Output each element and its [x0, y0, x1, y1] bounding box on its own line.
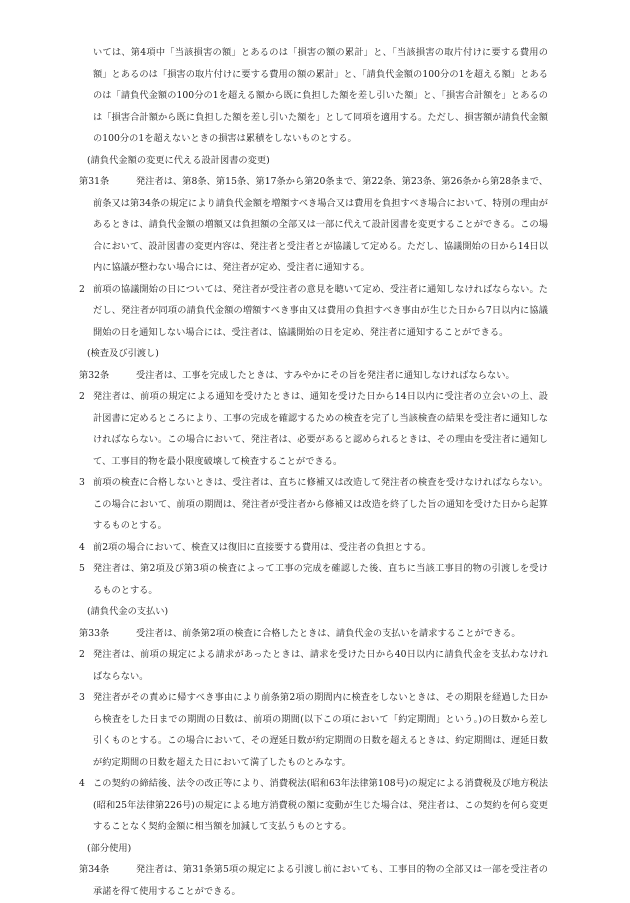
paragraph-item: [79, 644, 548, 687]
section-heading: (請負代金額の変更に代える設計図書の変更): [87, 154, 270, 166]
paragraph-item: [79, 773, 548, 838]
article-text: 発注者は、第8条、第15条、第17条から第20条まで、第22条、第23条、第26条から第28条まで、前条又は第34条の規定により請負代金額を増額すべき場合又は費用を負担すべき場合において、特別の理由があるときは、請負代金額の増額又は負担額の全部又は一部に代えて設計図書を変更することができる。この場合において、設計図書の変更内容は、発注者と受注者とが協議して定める。ただし、協議開始の日から14日以内に協議が整わない場合には、発注者が定め、受注者に通知する。: [93, 176, 549, 273]
paragraph-item: [79, 558, 548, 601]
article-text: 受注者は、前条第2項の検査に合格したときは、請負代金の支払いを請求することができる。: [136, 627, 521, 639]
paragraph-text: 発注者は、第2項及び第3項の検査によって工事の完成を確認した後、直ちに当該工事目的物の引渡しを受けるものとする。: [93, 563, 548, 596]
paragraph-number: 2: [79, 283, 85, 295]
paragraph-item: [79, 279, 548, 344]
article-31: [79, 171, 548, 279]
paragraph-text: 発注者は、前項の規定による通知を受けたときは、通知を受けた日から14日以内に受注者の立会いの上、設計図書に定めるところにより、工事の完成を確認するための検査を完了し当該検査の結果を受注者に通知しなければならない。この場合において、発注者は、必要があると認められるときは、その理由を受注者に通知して、工事目的物を最小限度破壊して検査することができる。: [93, 391, 548, 467]
article-label: 第31条: [79, 176, 110, 187]
article-label: 第34条: [79, 864, 110, 875]
section-heading: (請負代金の支払い): [87, 606, 169, 617]
paragraph-number: 4: [79, 778, 85, 789]
article-label: 第32条: [79, 369, 110, 381]
paragraph-number: 3: [79, 477, 85, 488]
article-text: 発注者は、第31条第5項の規定による引渡し前においても、工事目的物の全部又は一部を受注者の承諾を得て使用することができる。: [93, 864, 548, 897]
article-text: 受注者は、工事を完成したときは、すみやかにその旨を発注者に通知しなければならない。: [136, 369, 515, 381]
paragraph-text: この契約の締結後、法令の改正等により、消費税法(昭和63年法律第108号)の規定による消費税及び地方税法(昭和25年法律第226号)の規定による地方消費税の額に変動が生じた場合は、発注者は、この契約を何ら変更することなく契約金額に相当額を加減して支払うものとする。: [93, 778, 548, 832]
paragraph-number: 2: [79, 649, 85, 660]
paragraph-text: 前項の検査に合格しないときは、受注者は、直ちに修補又は改造して発注者の検査を受けなければならない。この場合において、前項の期間は、発注者が受注者から修補又は改造を終了した旨の通知を受けた日から起算するものとする。: [93, 477, 548, 531]
paragraph-text: 発注者がその責めに帰すべき事由により前条第2項の期間内に検査をしないときは、その期限を経過した日から検査をした日までの期間の日数は、前項の期間(以下この項において「約定期間」という。)の日数から差し引くものとする。この場合において、その遅延日数が約定期間の日数を超えるときは、約定期間は、遅延日数が約定期間の日数を超えた日において満了したものとみなす。: [93, 692, 548, 768]
section-heading: (部分使用): [87, 842, 132, 854]
paragraph-number: 4: [79, 541, 85, 553]
paragraph-number: 3: [79, 692, 85, 703]
continuation-paragraph: いては、第4項中「当該損害の額」とあるのは「損害の額の累計」と、「当該損害の取片付けに要する費用の額」とあるのは「損害の取片付けに要する費用の額の累計」と、「請負代金額の100分の1を超える額」とあるのは「請負代金額の100分の1を超える額から既に負担した額を差し引いた額」と、「損害合計額を」とあるのは「損害合計額から既に負担した額を差し引いた額を」として同項を適用する。ただし、損害額が請負代金額の100分の1を超えないときの損害は累積をしないものとする。: [93, 47, 548, 144]
article-34: [79, 859, 548, 902]
article-33: [79, 623, 548, 645]
paragraph-text: 発注者は、前項の規定による請求があったときは、請求を受けた日から40日以内に請負代金を支払わなければならない。: [93, 649, 548, 682]
paragraph-item: [79, 472, 548, 537]
paragraph-item: [79, 687, 548, 773]
article-label: 第33条: [79, 627, 110, 639]
section-heading: (検査及び引渡し): [87, 348, 159, 359]
paragraph-item: [79, 537, 548, 559]
paragraph-text: 前2項の場合において、検査又は復旧に直接要する費用は、受注者の負担とする。: [93, 541, 432, 553]
paragraph-text: 前項の協議開始の日については、発注者が受注者の意見を聴いて定め、受注者に通知しなければならない。ただし、発注者が同項の請負代金額の増額すべき事由又は費用の負担すべき事由が生じた日から7日以内に協議開始の日を通知しない場合には、受注者は、協議開始の日を定め、発注者に通知することができる。: [93, 283, 548, 338]
paragraph-number: 5: [79, 563, 85, 574]
paragraph-item: [79, 386, 548, 472]
paragraph-number: 2: [79, 391, 85, 402]
article-32: [79, 365, 548, 387]
